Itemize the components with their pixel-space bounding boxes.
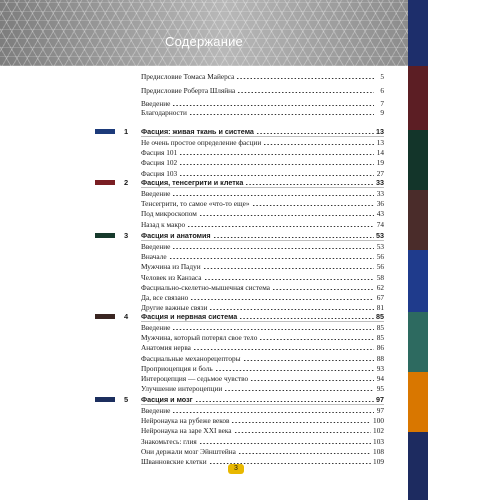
toc-entry-title: Введение — [141, 99, 171, 108]
toc-entry-title: Введение — [141, 323, 171, 332]
toc-entry-page: 19 — [376, 158, 384, 168]
dot-leader — [203, 268, 374, 269]
toc-entry-title: Фасциальные механорецепторы — [141, 353, 241, 363]
dot-leader — [204, 279, 375, 280]
toc-entry-title: Они держали мозг Эйнштейна — [141, 446, 236, 456]
chapter-heading-entry[interactable] — [141, 229, 384, 240]
dot-leader — [239, 318, 374, 319]
toc-entry-page: 33 — [376, 189, 384, 198]
toc-entry-title: Фасция: живая ткань и система — [141, 127, 254, 136]
chapter-color-mark — [95, 129, 115, 134]
dot-leader — [190, 299, 374, 300]
toc-entry-title: Фасция и анатомия — [141, 231, 211, 240]
section-tab — [408, 432, 428, 500]
section-tabs — [408, 0, 428, 500]
section-tab — [408, 0, 428, 66]
chapter-number: 5 — [124, 395, 129, 404]
dot-leader — [172, 329, 374, 330]
section-tab — [408, 190, 428, 250]
dot-leader — [237, 92, 374, 93]
dot-leader — [238, 453, 371, 454]
chapter-color-mark — [95, 397, 115, 402]
chapter-heading-entry[interactable] — [141, 176, 384, 187]
section-tab — [408, 312, 428, 372]
toc-entry-page: 62 — [376, 282, 384, 292]
toc-entry-title: Шванновские клетки — [141, 457, 207, 466]
dot-leader — [263, 144, 374, 145]
toc-entry-page: 58 — [376, 272, 384, 282]
dot-leader — [272, 289, 374, 290]
chapter-color-mark — [95, 314, 115, 319]
toc-entry-page: 100 — [373, 416, 384, 426]
toc-entry-page: 97 — [376, 395, 384, 404]
dot-leader — [236, 78, 374, 79]
dot-leader — [187, 226, 374, 227]
toc-entry-title: Фасция 103 — [141, 168, 178, 178]
toc-entry-page: 6 — [380, 86, 384, 95]
toc-entry-page: 13 — [376, 138, 384, 147]
toc-entry-title: Фасция и нервная система — [141, 312, 238, 321]
toc-entry-page: 93 — [376, 363, 384, 373]
toc-entry-title: Введение — [141, 242, 171, 251]
toc-entry-page: 53 — [376, 242, 384, 251]
toc-entry-title: Фасция и мозг — [141, 395, 193, 404]
toc-entry-title: Предисловие Томаса Майерса — [141, 72, 235, 81]
dot-leader — [193, 349, 374, 350]
section-tab — [408, 66, 428, 130]
toc-entry-title: Нейронаука на заре XXI века — [141, 426, 232, 436]
toc-entry-title: Не очень простое определение фасции — [141, 138, 262, 147]
toc-entry-title: Анатомия нерва — [141, 343, 191, 353]
toc-entry-page: 14 — [376, 148, 384, 158]
toc-entry-page: 9 — [380, 108, 384, 117]
chapter-heading-entry[interactable] — [141, 125, 384, 136]
dot-leader — [215, 370, 374, 371]
dot-leader — [259, 339, 374, 340]
dot-leader — [213, 237, 374, 238]
toc-entry-title: Тенсегрити, то самое «что-то еще» — [141, 199, 250, 209]
toc-entry-page: 74 — [376, 219, 384, 229]
dot-leader — [189, 114, 374, 115]
chapter-number: 3 — [124, 231, 129, 240]
section-tab — [408, 130, 428, 190]
dot-leader — [172, 412, 374, 413]
dot-leader — [252, 205, 374, 206]
dot-leader — [169, 258, 374, 259]
toc-entry-page: 109 — [373, 457, 384, 466]
toc-entry-page: 94 — [376, 374, 384, 383]
toc-entry-title: Вначале — [141, 252, 167, 262]
dot-leader — [199, 215, 374, 216]
toc-entry-page: 33 — [376, 178, 384, 187]
toc-entry-title: Фасция 101 — [141, 148, 178, 158]
toc-entry[interactable] — [141, 106, 384, 117]
dot-leader — [179, 154, 374, 155]
toc-entry-page: 67 — [376, 293, 384, 302]
toc-entry-page: 97 — [376, 406, 384, 415]
toc-entry-title: Другие важные связи — [141, 303, 208, 313]
toc-entry-page: 85 — [376, 312, 384, 321]
toc-entry-title: Благодарности — [141, 108, 187, 117]
chapter-number: 2 — [124, 178, 129, 187]
toc-entry-page: 53 — [376, 231, 384, 240]
dot-leader — [172, 248, 374, 249]
dot-leader — [250, 380, 374, 381]
dot-leader — [234, 432, 372, 433]
toc-entry-page: 56 — [376, 262, 384, 272]
dot-leader — [243, 360, 374, 361]
toc-entry-page: 88 — [376, 353, 384, 363]
dot-leader — [179, 164, 374, 165]
toc-entry-page: 36 — [376, 199, 384, 209]
toc-entry-title: Фасциально-скелетно-мышечная система — [141, 282, 271, 292]
toc-entry[interactable] — [141, 70, 384, 81]
toc-entry-title: Знакомьтесь: глия — [141, 436, 197, 446]
toc-entry-title: Предисловие Роберта Шляйна — [141, 86, 236, 95]
dot-leader — [172, 195, 374, 196]
toc-entry[interactable] — [141, 84, 384, 95]
dot-leader — [195, 401, 374, 402]
toc-entry-page: 7 — [380, 99, 384, 108]
toc-entry-title: Фасция, тенсегрити и клетка — [141, 178, 244, 187]
page-number-badge: 3 — [228, 464, 244, 474]
toc-entry-page: 56 — [376, 252, 384, 262]
toc-entry-page: 86 — [376, 343, 384, 353]
chapter-heading-entry[interactable] — [141, 310, 384, 321]
toc-entry-page: 85 — [376, 333, 384, 343]
toc-entry-title: Проприоцепция и боль — [141, 363, 213, 373]
toc-entry-title: Назад к макро — [141, 219, 186, 229]
chapter-color-mark — [95, 233, 115, 238]
toc-entry[interactable] — [141, 455, 384, 466]
toc-entry-title: Фасция 102 — [141, 158, 178, 168]
toc-entry-page: 85 — [376, 323, 384, 332]
dot-leader — [199, 443, 371, 444]
section-tab — [408, 250, 428, 312]
toc-entry[interactable] — [141, 382, 384, 393]
dot-leader — [256, 133, 374, 134]
toc-entry-title: Под микроскопом — [141, 209, 197, 219]
dot-leader — [245, 184, 374, 185]
toc-entry[interactable] — [141, 218, 384, 229]
section-tab — [408, 372, 428, 432]
toc-entry-page: 103 — [373, 436, 384, 446]
toc-entry-title: Мужчина, который потерял свое тело — [141, 333, 258, 343]
toc-entry-page: 5 — [380, 72, 384, 81]
toc-entry-title: Да, все связано — [141, 293, 189, 302]
toc-entry-page: 108 — [373, 446, 384, 456]
toc-entry-title: Интероцепция — седьмое чувство — [141, 374, 249, 383]
dot-leader — [224, 390, 374, 391]
chapter-color-mark — [95, 180, 115, 185]
toc-entry-page: 95 — [376, 384, 384, 394]
chapter-heading-entry[interactable] — [141, 393, 384, 404]
chapter-number: 4 — [124, 312, 129, 321]
chapter-number: 1 — [124, 127, 129, 136]
toc-entry-page: 102 — [373, 426, 384, 436]
toc-entry-page: 81 — [376, 303, 384, 313]
toc-entry-title: Человек из Канзаса — [141, 272, 202, 282]
toc-entry-title: Мужчина из Падуи — [141, 262, 201, 272]
toc-entry-page: 43 — [376, 209, 384, 219]
toc-entry-title: Введение — [141, 406, 171, 415]
toc-entry-title: Нейронаука на рубеже веков — [141, 416, 230, 426]
toc-entry-page: 27 — [376, 168, 384, 178]
toc-entry-title: Улучшение интероцепции — [141, 384, 223, 394]
toc-entry-page: 13 — [376, 127, 384, 136]
page-title: Содержание — [165, 34, 243, 49]
dot-leader — [231, 422, 371, 423]
toc-entry-title: Введение — [141, 189, 171, 198]
